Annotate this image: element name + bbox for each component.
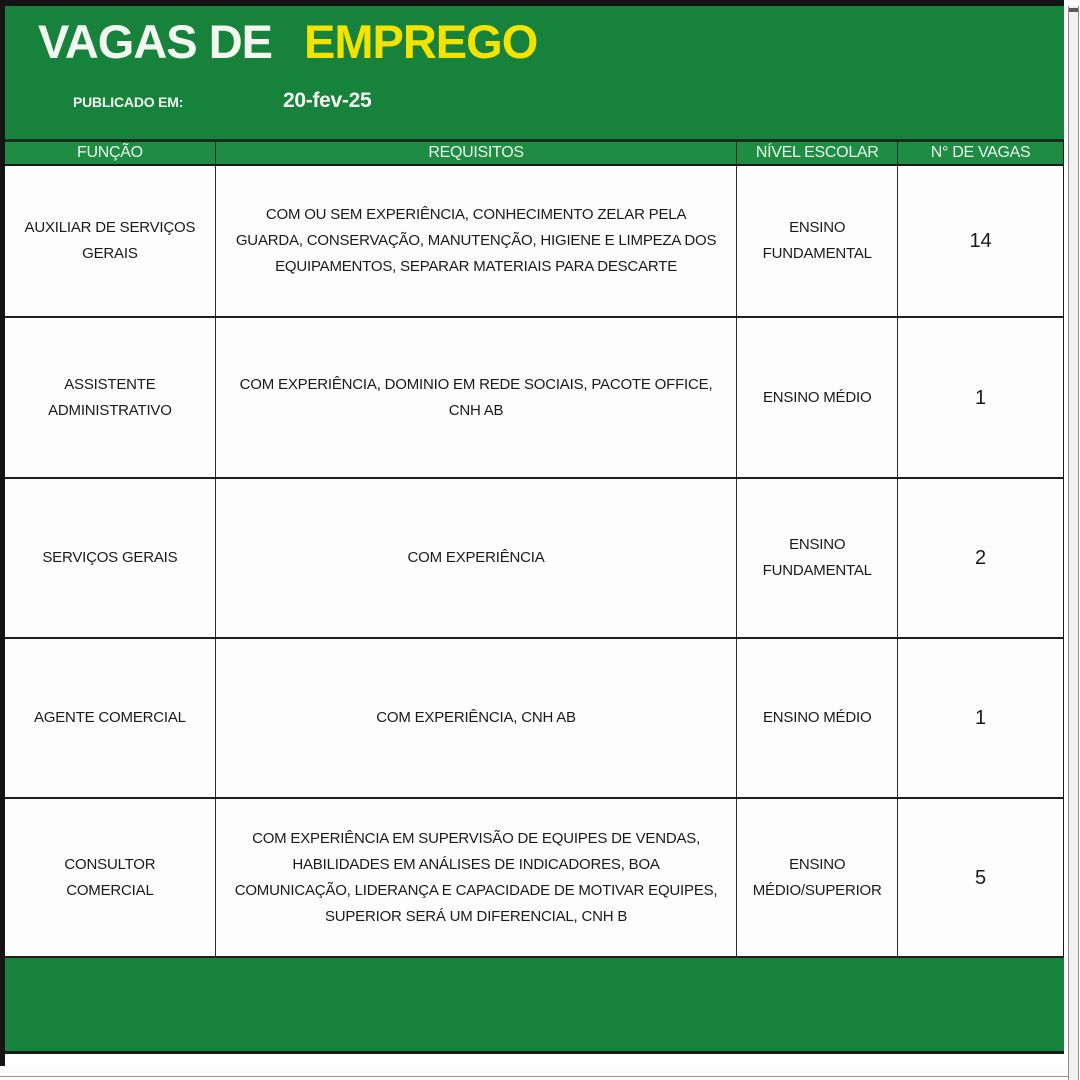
footer-band <box>5 958 1064 1054</box>
cell-requisitos: COM OU SEM EXPERIÊNCIA, CONHECIMENTO ZELAR PELA GUARDA, CONSERVAÇÃO, MANUTENÇÃO, HIGIENE E LIMPEZA DOS EQUIPAMENTOS, SEPARAR MATERIAIS PARA DESCARTE <box>216 166 737 316</box>
cell-funcao: AUXILIAR DE SERVIÇOS GERAIS <box>5 166 216 316</box>
cell-num-vagas: 5 <box>975 866 987 889</box>
cell-requisitos: COM EXPERIÊNCIA, DOMINIO EM REDE SOCIAIS, PACOTE OFFICE, CNH AB <box>216 318 737 477</box>
cell-nivel-escolar: ENSINO MÉDIO/SUPERIOR <box>737 799 898 956</box>
column-header-funcao: FUNÇÃO <box>5 142 216 164</box>
masthead <box>5 6 1064 139</box>
cell-nivel-escolar: ENSINO MÉDIO <box>737 318 898 477</box>
title-primary: VAGAS DE <box>38 15 272 68</box>
published-date: 20-fev-25 <box>283 89 372 112</box>
cell-nivel-escolar: ENSINO FUNDAMENTAL <box>737 166 898 316</box>
sheet <box>5 6 1064 1054</box>
cell-funcao: SERVIÇOS GERAIS <box>5 479 216 637</box>
column-header-requisitos: REQUISITOS <box>216 142 737 164</box>
bottom-divider <box>0 1076 1068 1077</box>
cell-requisitos: COM EXPERIÊNCIA, CNH AB <box>216 639 737 797</box>
cell-nivel-escolar: ENSINO MÉDIO <box>737 639 898 797</box>
page-title <box>38 16 537 68</box>
column-header-num-vagas: N° DE VAGAS <box>930 144 1031 161</box>
cell-num-vagas: 2 <box>975 547 987 569</box>
table-row <box>5 639 1064 799</box>
title-accent: EMPREGO <box>304 15 538 68</box>
cell-num-vagas: 1 <box>975 386 987 409</box>
table-row <box>5 318 1064 479</box>
cell-funcao: CONSULTOR COMERCIAL <box>5 799 216 956</box>
vertical-scrollbar[interactable] <box>1068 6 1079 1080</box>
cell-nivel-escolar: ENSINO FUNDAMENTAL <box>737 479 898 637</box>
table-row <box>5 479 1064 639</box>
table-body <box>5 166 1064 958</box>
cell-num-vagas: 14 <box>969 230 992 252</box>
table-row <box>5 166 1064 318</box>
scrollbar-thumb[interactable] <box>1069 8 1078 12</box>
published-label: PUBLICADO EM: <box>73 94 184 110</box>
cell-requisitos: COM EXPERIÊNCIA <box>216 479 737 637</box>
cell-num-vagas: 1 <box>975 707 987 729</box>
table-header-row <box>5 139 1064 166</box>
cell-funcao: ASSISTENTE ADMINISTRATIVO <box>5 318 216 477</box>
bottom-strip <box>0 1066 1068 1080</box>
table-row <box>5 799 1064 958</box>
cell-requisitos: COM EXPERIÊNCIA EM SUPERVISÃO DE EQUIPES DE VENDAS, HABILIDADES EM ANÁLISES DE INDICADORES, BOA COMUNICAÇÃO, LIDERANÇA E CAPACIDADE DE MOTIVAR EQUIPES, SUPERIOR SERÁ UM DIFERENCIAL, CNH B <box>216 799 737 956</box>
cell-funcao: AGENTE COMERCIAL <box>5 639 216 797</box>
column-header-nivel-escolar: NÍVEL ESCOLAR <box>737 142 898 164</box>
